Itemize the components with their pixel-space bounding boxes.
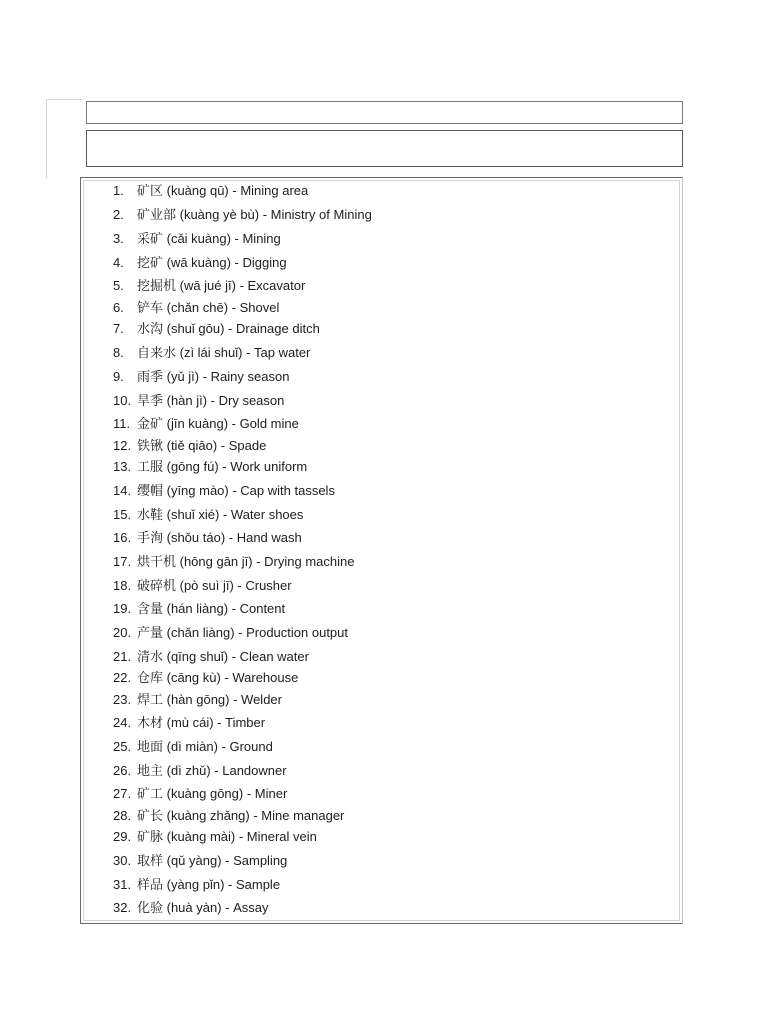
list-item-number: 15.: [113, 507, 132, 522]
list-item-number: 11.: [113, 416, 131, 431]
vocabulary-list-box: [80, 177, 683, 924]
list-item-text: 采矿 (cǎi kuàng) - Mining: [137, 231, 281, 246]
list-item-number: 2.: [113, 207, 124, 222]
list-item-number: 23.: [113, 692, 132, 707]
list-item-text: 铲车 (chǎn chē) - Shovel: [137, 300, 280, 315]
list-item-number: 12.: [113, 438, 132, 453]
list-item-text: 仓库 (cāng kù) - Warehouse: [137, 670, 299, 685]
header-box-title: [86, 130, 683, 167]
list-item-number: 14.: [113, 483, 132, 498]
list-item-number: 9.: [113, 369, 124, 384]
list-item-number: 31.: [113, 877, 132, 892]
list-item-number: 18.: [113, 578, 132, 593]
list-item-number: 19.: [113, 601, 132, 616]
list-item-text: 地主 (dì zhǔ) - Landowner: [137, 763, 287, 778]
list-item-text: 样品 (yàng pǐn) - Sample: [137, 877, 281, 892]
list-item-number: 17.: [113, 554, 132, 569]
list-item-number: 10.: [113, 393, 132, 408]
list-item-text: 木材 (mù cái) - Timber: [137, 715, 266, 730]
list-item-text: 旱季 (hàn jì) - Dry season: [137, 393, 285, 408]
list-item-text: 烘干机 (hōng gān jī) - Drying machine: [137, 554, 355, 569]
list-item-number: 3.: [113, 231, 124, 246]
list-item-text: 含量 (hán liàng) - Content: [137, 601, 286, 616]
list-item-text: 矿工 (kuàng gōng) - Miner: [137, 786, 288, 801]
list-item-text: 化验 (huà yàn) - Assay: [137, 900, 269, 915]
list-item-text: 取样 (qǔ yàng) - Sampling: [137, 853, 288, 868]
header-box-top: [86, 101, 683, 124]
list-item-number: 22.: [113, 670, 132, 685]
list-item-text: 水沟 (shuǐ gōu) - Drainage ditch: [137, 321, 320, 336]
list-item-number: 30.: [113, 853, 132, 868]
list-item-text: 铁锹 (tiě qiāo) - Spade: [137, 438, 267, 453]
list-item-number: 6.: [113, 300, 124, 315]
list-item-text: 矿脉 (kuàng mài) - Mineral vein: [137, 829, 317, 844]
list-item-text: 清水 (qīng shuǐ) - Clean water: [137, 649, 309, 664]
list-item-number: 8.: [113, 345, 124, 360]
list-item-text: 矿区 (kuàng qū) - Mining area: [137, 183, 309, 198]
list-item-number: 4.: [113, 255, 124, 270]
list-item-text: 挖掘机 (wā jué jī) - Excavator: [137, 278, 306, 293]
list-item-text: 水鞋 (shuǐ xié) - Water shoes: [137, 507, 304, 522]
list-item-number: 25.: [113, 739, 132, 754]
list-item-text: 矿长 (kuàng zhǎng) - Mine manager: [137, 808, 345, 823]
list-item-number: 1.: [113, 183, 124, 198]
list-item-text: 工服 (gōng fú) - Work uniform: [137, 459, 308, 474]
list-item-number: 24.: [113, 715, 132, 730]
list-item-number: 13.: [113, 459, 132, 474]
list-item-number: 7.: [113, 321, 124, 336]
list-item-number: 21.: [113, 649, 132, 664]
list-item-text: 挖矿 (wā kuàng) - Digging: [137, 255, 287, 270]
list-item-text: 金矿 (jīn kuàng) - Gold mine: [137, 416, 299, 431]
list-item-number: 28.: [113, 808, 132, 823]
list-item-number: 26.: [113, 763, 132, 778]
list-item-text: 雨季 (yǔ jì) - Rainy season: [137, 369, 290, 384]
list-item-number: 32.: [113, 900, 132, 915]
list-item-text: 矿业部 (kuàng yè bù) - Ministry of Mining: [137, 207, 372, 222]
list-item-number: 20.: [113, 625, 132, 640]
list-item-text: 自来水 (zì lái shuǐ) - Tap water: [137, 345, 311, 360]
list-item-number: 29.: [113, 829, 132, 844]
list-item-text: 破碎机 (pò suì jī) - Crusher: [137, 578, 292, 593]
list-item-text: 地面 (dì miàn) - Ground: [137, 739, 273, 754]
list-item-number: 16.: [113, 530, 132, 545]
page-frame-fragment: [46, 99, 82, 179]
list-item-text: 产量 (chǎn liàng) - Production output: [137, 625, 348, 640]
list-item-number: 5.: [113, 278, 124, 293]
list-item-text: 焊工 (hàn gōng) - Welder: [137, 692, 282, 707]
list-item-text: 缨帽 (yīng mào) - Cap with tassels: [137, 483, 335, 498]
list-item-text: 手洵 (shǒu táo) - Hand wash: [137, 530, 302, 545]
list-item-number: 27.: [113, 786, 132, 801]
